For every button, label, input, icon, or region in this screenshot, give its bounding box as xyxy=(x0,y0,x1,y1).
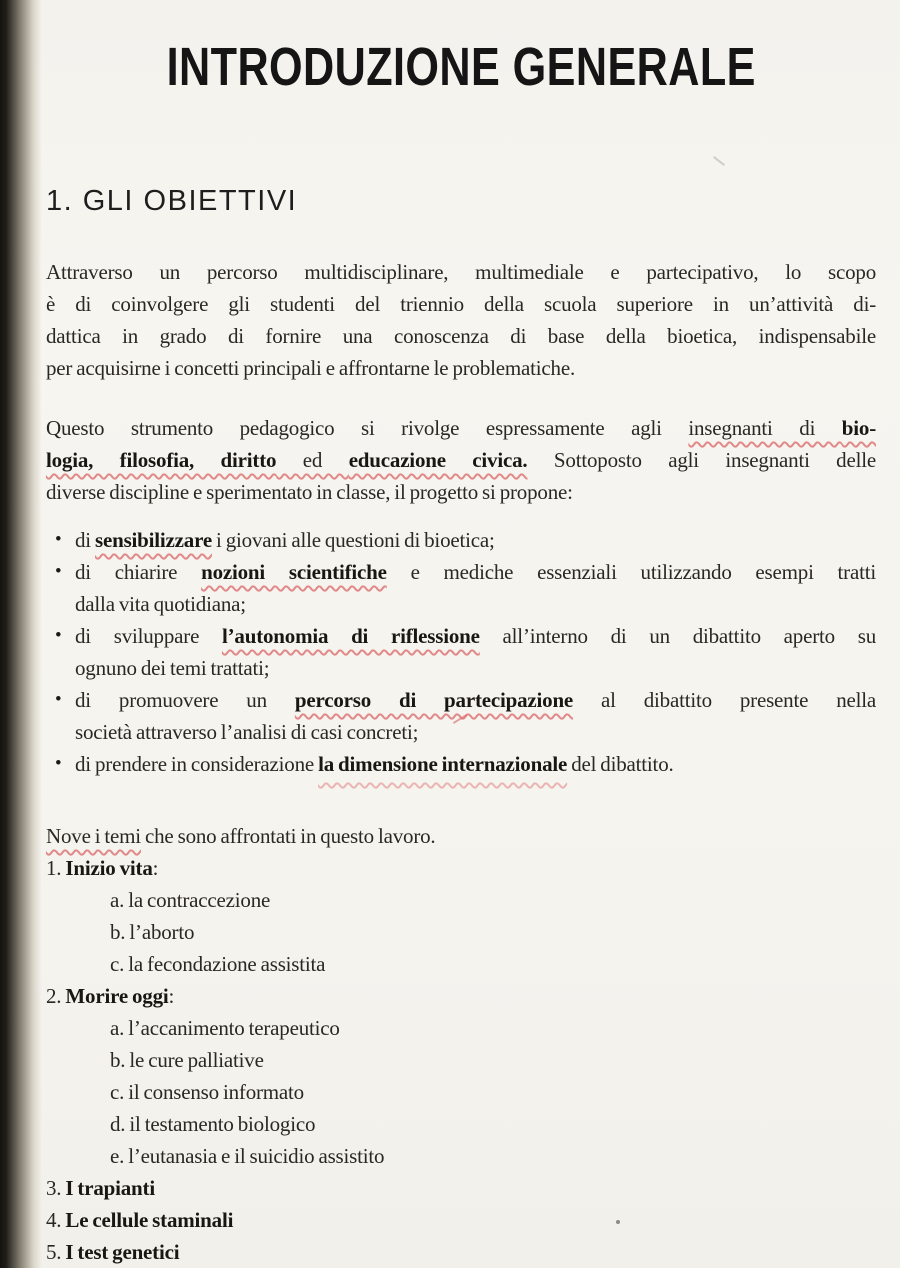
text-line xyxy=(75,620,876,652)
topic-number: 4. xyxy=(46,1208,66,1232)
topic-sub-item: d. il testamento biologico xyxy=(110,1112,316,1136)
topic-item xyxy=(46,1172,876,1204)
text-segment: diverse discipline e sperimentato in classe, il progetto si propone: xyxy=(46,480,573,504)
text-segment: di prendere in considerazione xyxy=(75,752,319,776)
bullet-text xyxy=(75,524,876,556)
text-segment: di xyxy=(75,528,95,552)
bullet-text xyxy=(75,556,876,620)
bullet-item xyxy=(46,748,876,780)
paragraph-scope xyxy=(46,256,876,384)
scan-speck xyxy=(616,1220,620,1224)
bullet-item xyxy=(46,556,876,620)
topic-label: Le cellule staminali xyxy=(65,1208,234,1232)
text-line xyxy=(75,684,876,716)
topic-sub-item: b. l’aborto xyxy=(110,920,195,944)
bullet-icon: • xyxy=(55,529,62,550)
topic-label: Morire oggi xyxy=(65,984,169,1008)
text-segment: del dibattito. xyxy=(567,752,674,776)
text-segment: dattica in grado di fornire una conoscenza di base della bioetica, indispensabile xyxy=(46,324,876,348)
text-line xyxy=(75,652,876,684)
topics-intro-line xyxy=(46,820,876,852)
text-line xyxy=(75,556,876,588)
text-line xyxy=(75,524,876,556)
text-segment: al dibattito presente nella xyxy=(573,688,877,712)
paragraph-audience xyxy=(46,412,876,508)
topic-number: 1. xyxy=(46,856,66,880)
topic-number: 2. xyxy=(46,984,66,1008)
pink-underlined-text: logia, filosofia, diritto xyxy=(46,448,277,472)
pink-underlined-text: educazione civica. xyxy=(348,448,528,472)
text-segment: all’interno di un dibattito aperto su xyxy=(479,624,876,648)
text-line xyxy=(46,820,876,852)
bullet-list xyxy=(46,524,876,780)
topic-colon: : xyxy=(168,984,175,1008)
page-title: INTRODUZIONE GENERALE xyxy=(166,37,756,97)
text-line xyxy=(46,476,876,508)
pink-underlined-text: percorso di partecipazione xyxy=(294,688,574,712)
topic-item xyxy=(46,980,876,1012)
bullet-icon: • xyxy=(55,753,62,774)
text-segment: Sottoposto agli insegnanti delle xyxy=(527,448,876,472)
pink-underlined-text: bio- xyxy=(841,416,876,440)
topic-label: I trapianti xyxy=(65,1176,155,1200)
text-line xyxy=(46,352,876,384)
text-segment: di promuovere un xyxy=(75,688,295,712)
pink-underlined-text: Nove i temi xyxy=(46,824,141,848)
section-heading: 1. GLI OBIETTIVI xyxy=(46,185,298,217)
bullet-icon: • xyxy=(55,689,62,710)
bullet-text xyxy=(75,620,876,684)
text-segment: i giovani alle questioni di bioetica; xyxy=(211,528,495,552)
pink-underlined-text: sensibilizzare xyxy=(95,528,212,552)
topic-colon: : xyxy=(152,856,159,880)
text-line xyxy=(46,288,876,320)
topic-number: 5. xyxy=(46,1240,66,1264)
text-line xyxy=(46,256,876,288)
text-segment: Questo strumento pedagogico si rivolge espressamente agli xyxy=(46,416,689,440)
text-segment: dalla vita quotidiana; xyxy=(75,592,246,616)
topic-sub-item: c. la fecondazione assistita xyxy=(110,952,326,976)
pink-underlined-text: nozioni scientifiche xyxy=(201,560,387,584)
text-segment: che sono affrontati in questo lavoro. xyxy=(140,824,436,848)
text-segment: di chiarire xyxy=(75,560,202,584)
bullet-icon: • xyxy=(55,561,62,582)
topic-label: Inizio vita xyxy=(65,856,153,880)
text-segment: per acquisirne i concetti principali e affrontarne le problematiche. xyxy=(46,356,576,380)
bullet-item xyxy=(46,524,876,556)
text-line xyxy=(75,588,876,620)
text-line xyxy=(75,716,876,748)
topic-item xyxy=(46,852,876,884)
text-line xyxy=(75,748,876,780)
text-segment: e mediche essenziali utilizzando esempi tratti xyxy=(386,560,876,584)
text-line xyxy=(46,444,876,476)
bullet-text xyxy=(75,748,876,780)
bullet-icon: • xyxy=(55,625,62,646)
topic-sub-item: b. le cure palliative xyxy=(110,1048,264,1072)
topic-sub-item: e. l’eutanasia e il suicidio assistito xyxy=(110,1144,385,1168)
pink-underlined-text: ed xyxy=(276,448,349,472)
page-title-wrap xyxy=(46,36,876,98)
topic-sub-item: c. il consenso informato xyxy=(110,1080,304,1104)
topic-item xyxy=(46,1204,876,1236)
topic-sub-item: a. l’accanimento terapeutico xyxy=(110,1016,340,1040)
text-segment: è di coinvolgere gli studenti del triennio della scuola superiore in un’attività di- xyxy=(46,292,876,316)
topic-item xyxy=(46,1236,876,1268)
text-line xyxy=(46,320,876,352)
pink-underlined-text: insegnanti di xyxy=(688,416,842,440)
bullet-text xyxy=(75,684,876,748)
bullet-item xyxy=(46,620,876,684)
topics-list xyxy=(46,852,876,1268)
text-segment: società attraverso l’analisi di casi concreti; xyxy=(75,720,419,744)
text-line xyxy=(46,412,876,444)
text-segment: Attraverso un percorso multidisciplinare, multimediale e partecipativo, lo scopo xyxy=(46,260,876,284)
topic-label: I test genetici xyxy=(65,1240,180,1264)
topic-number: 3. xyxy=(46,1176,66,1200)
text-segment: ognuno dei temi trattati; xyxy=(75,656,270,680)
pink-underlined-text: l’autonomia di riflessione xyxy=(221,624,480,648)
pink-underlined-text: la dimensione internazionale xyxy=(318,752,568,776)
topic-sub-item: a. la contraccezione xyxy=(110,888,271,912)
text-segment: di sviluppare xyxy=(75,624,222,648)
